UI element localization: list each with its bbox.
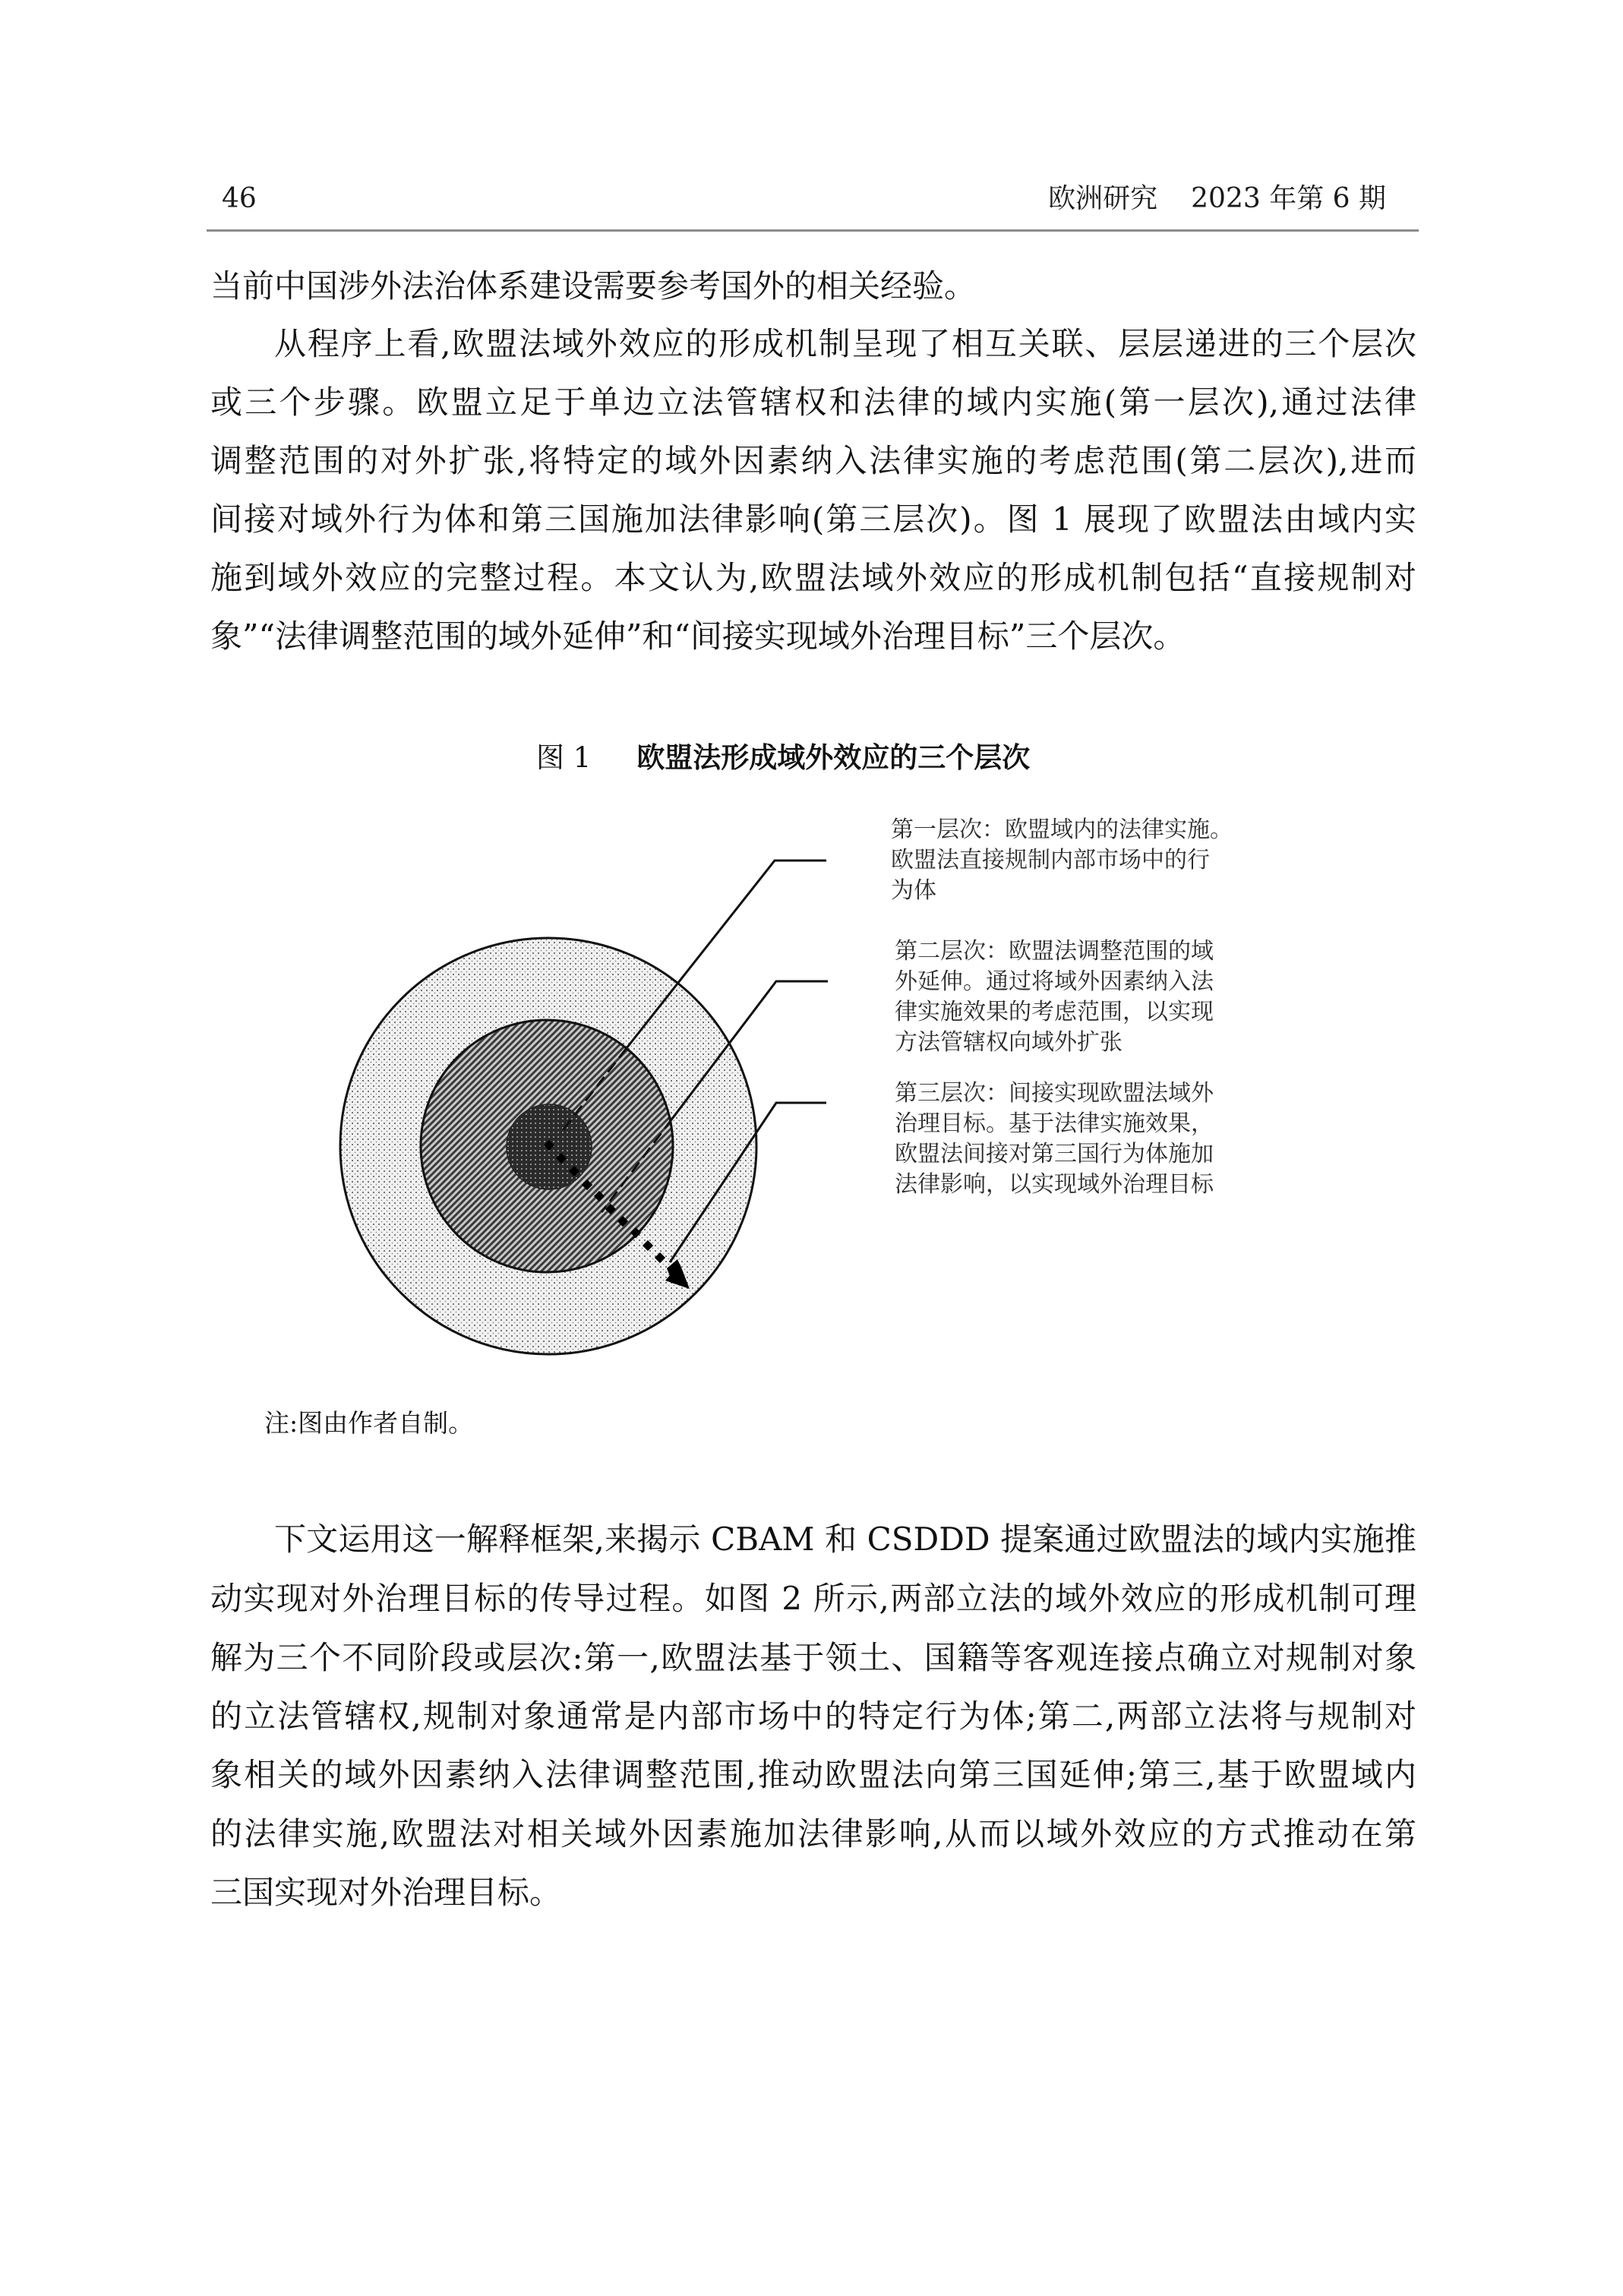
paragraph-line: 象”“法律调整范围的域外延伸”和“间接实现域外治理目标”三个层次。 (210, 617, 1186, 655)
layer-1-line: 欧盟法直接规制内部市场中的行 (891, 847, 1210, 873)
figure-label: 图 1 (536, 741, 592, 774)
layer-3-line: 法律影响，以实现域外治理目标 (895, 1171, 1214, 1198)
layer-2-line: 第二层次：欧盟法调整范围的域 (895, 938, 1214, 965)
layer-2-line: 律实施效果的考虑范围，以实现 (895, 999, 1214, 1025)
paragraph-line: 从程序上看,欧盟法域外效应的形成机制呈现了相互关联、层层递进的三个层次 (274, 325, 1416, 362)
figure-caption: 欧盟法形成域外效应的三个层次 (636, 741, 1031, 774)
layer-2-line: 外延伸。通过将域外因素纳入法 (895, 968, 1214, 995)
layer-1-line: 第一层次：欧盟域内的法律实施。 (891, 816, 1233, 843)
journal-name: 欧洲研究 (1048, 183, 1158, 214)
layer-1-label (891, 815, 1233, 906)
layer-3-line: 第三层次：间接实现欧盟法域外 (895, 1080, 1214, 1107)
paragraph-line: 施到域外效应的完整过程。本文认为,欧盟法域外效应的形成机制包括“直接规制对 (210, 559, 1416, 596)
paragraph-line: 下文运用这一解释框架,来揭示 CBAM 和 CSDDD 提案通过欧盟法的域内实施推 (274, 1521, 1416, 1558)
layer-2-line: 方法管辖权向域外扩张 (895, 1029, 1123, 1056)
paragraph-line: 的立法管辖权,规制对象通常是内部市场中的特定行为体;第二,两部立法将与规制对 (210, 1698, 1416, 1735)
page-number: 46 (222, 183, 257, 214)
paragraph-line: 象相关的域外因素纳入法律调整范围,推动欧盟法向第三国延伸;第三,基于欧盟域内 (210, 1756, 1416, 1793)
layer-1-line: 为体 (891, 877, 936, 904)
layer-2-label (895, 936, 1214, 1058)
paragraph-line: 动实现对外治理目标的传导过程。如图 2 所示,两部立法的域外效应的形成机制可理 (210, 1580, 1416, 1617)
issue-label: 2023 年第 6 期 (1191, 183, 1386, 214)
layer-3-label (895, 1079, 1214, 1200)
paragraph-line: 或三个步骤。欧盟立足于单边立法管辖权和法律的域内实施(第一层次),通过法律 (210, 384, 1416, 421)
continuation-line: 当前中国涉外法治体系建设需要参考国外的相关经验。 (210, 267, 977, 305)
paragraph-line: 间接对域外行为体和第三国施加法律影响(第三层次)。图 1 展现了欧盟法由域内实 (210, 501, 1416, 538)
layer-3-line: 治理目标。基于法律实施效果， (895, 1110, 1214, 1137)
paragraph-line: 调整范围的对外扩张,将特定的域外因素纳入法律实施的考虑范围(第二层次),进而 (210, 442, 1416, 479)
paragraph-line: 三国实现对外治理目标。 (210, 1874, 562, 1911)
figure-note: 注:图由作者自制。 (264, 1408, 474, 1438)
layer-3-line: 欧盟法间接对第三国行为体施加 (895, 1141, 1214, 1167)
paragraph-line: 解为三个不同阶段或层次:第一,欧盟法基于领土、国籍等客观连接点确立对规制对象 (210, 1639, 1416, 1676)
paragraph-line: 的法律实施,欧盟法对相关域外因素施加法律影响,从而以域外效应的方式推动在第 (210, 1815, 1416, 1852)
